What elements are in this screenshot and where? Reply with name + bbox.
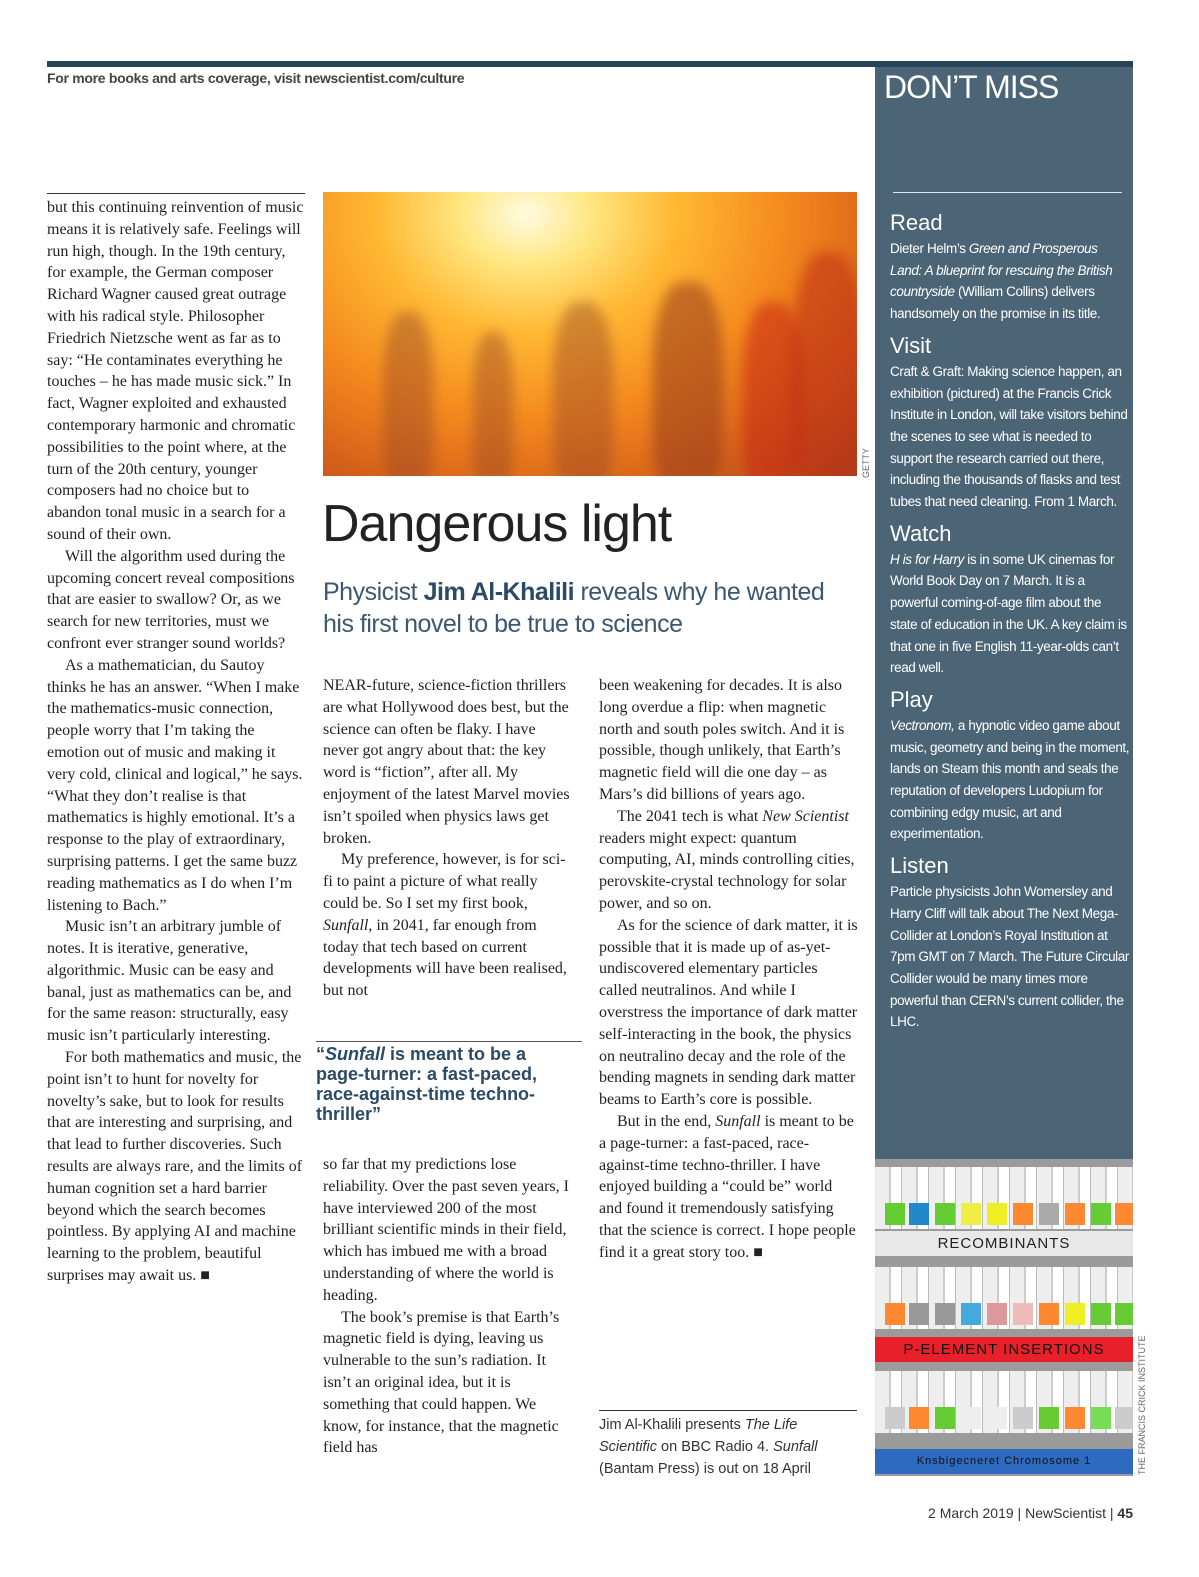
panel-item-text [890,361,1130,513]
paragraph [323,1154,575,1307]
standfirst-text: reveals why he wanted his first novel to be true to science [323,578,825,638]
text-run: (William Collins) delivers handsomely on the promise in its title. [890,284,1101,322]
standfirst [323,576,843,640]
issue-date: 2 March 2019 [928,1505,1014,1521]
page-number: 45 [1117,1505,1133,1521]
text-run: But in the end, [617,1112,716,1130]
quote-mark: “ [316,1044,325,1064]
text-run: is in some UK cinemas for World Book Day on 7 March. It is a powerful coming-of-age film about the state of education in the UK. A key claim is that one in five English 11-year-olds can’t read well. [890,551,1127,676]
lab-photo-test-tubes [875,1159,1133,1476]
left-column-text [47,197,307,1287]
headline: Dangerous light [322,495,672,553]
paragraph [599,915,859,1111]
paragraph [323,849,575,1002]
panel-item-text [890,881,1130,1033]
text-run: a hypnotic video game about music, geometry and being in the moment, lands on Steam this month and seals the reputation of developers Ludopium for combining edgy music, art and experimentation. [890,717,1130,842]
standfirst-text: Physicist [323,578,424,606]
article-photo-blurred-crowd [323,192,857,476]
panel-heading-listen: Listen [890,853,949,879]
text-run: Dieter Helm’s [890,241,969,256]
text-run: (Bantam Press) is out on 18 April [599,1461,811,1477]
pull-quote [316,1044,576,1124]
text-run: readers might expect: quantum computing, AI, minds controlling cities, perovskite-crystal technology for solar power, and so on. [599,829,855,912]
italic-text: H is for Harry [890,551,964,567]
pull-quote-rule [316,1041,582,1042]
text-run: As a mathematician, du Sautoy thinks he has an answer. “When I make the mathematics-music connection, people worry that I’m taking the emotion out of music and making it very cold, clinical and logical,” he says. “What they don’t realise is that mathematics is highly emotional. It’s a response to the play of extraordinary, surprising patterns. I get the same buzz reading mathematics as I do when I’m listening to Bach.” [47,656,303,914]
italic-text: Vectronom, [890,717,955,733]
paragraph [47,1047,307,1287]
text-run: is meant to be a page-turner: a fast-paced, race-against-time techno-thriller. I have enjoyed building a “could be” world and found it tremendously satisfying that the science is correct. I hope people find it a great story too. ■ [599,1112,856,1261]
paragraph [599,806,859,915]
publication-name: NewScientist [1025,1505,1106,1521]
culture-link[interactable]: For more books and arts coverage, visit newscientist.com/culture [47,70,465,86]
dont-miss-panel [875,67,1133,1159]
text-run: so far that my predictions lose reliability. Over the past seven years, I have interviewed 200 of the most brilliant scientific minds in their field, which has imbued me with a broad understanding of where the world is heading. [323,1156,569,1304]
italic-text: Sunfall [715,1112,761,1130]
text-run: My preference, however, is for sci-fi to paint a picture of what really could be. So I set my first book, [323,851,566,912]
label-chromosome: Knsbigecneret Chromosome 1 [875,1449,1133,1474]
tube-shelf [875,1267,1133,1329]
page-footer: 2 March 2019 | NewScientist | 45 [928,1505,1133,1521]
quote-text: is meant to be a page-turner: a fast-paced, race-against-time techno-thriller” [316,1044,538,1124]
text-run: Music isn’t an arbitrary jumble of notes. It is iterative, generative, algorithmic. Music can be easy and banal, just as mathematics can be, and for the same reason: structurally, easy music isn’t particularly interesting. [47,918,292,1045]
panel-heading-watch: Watch [890,520,952,546]
middle-column-top [323,675,575,1002]
paragraph [323,675,575,849]
text-run: Particle physicists John Womersley and Harry Cliff will talk about The Next Mega-Collider at London’s Royal Institution at 7pm GMT on 7 March. The Future Circular Collider would be many times more powerful than CERN’s current collider, the LHC. [890,884,1129,1030]
paragraph [47,655,307,917]
tube-shelf [875,1167,1133,1229]
italic-text: Sunfall [773,1439,818,1455]
text-run: , in 2041, far enough from today that tech based on current developments will have been realised, but not [323,916,567,1000]
panel-items [890,210,1130,1041]
middle-column-bottom [323,1154,575,1459]
author-bio [599,1414,849,1480]
panel-heading-play: Play [890,686,933,712]
panel-heading-visit: Visit [890,332,932,358]
text-run: but this continuing reinvention of music means it is relatively safe. Feelings will run high, though. In the 19th century, for example, the German composer Richard Wagner caused great outrage with his radical style. Philosopher Friedrich Nietzsche went as far as to say: “He contaminates everything he touches – he has made music sick.” In fact, Wagner exploited and exhausted contemporary harmonic and chromatic possibilities to the point where, at the turn of the 20th century, younger composers had no choice but to abandon tonal music in a search for a sound of their own. [47,199,304,543]
paragraph [323,1307,575,1460]
text-run: Jim Al-Khalili presents [599,1417,745,1433]
paragraph [47,197,307,546]
text-run: The 2041 tech is what [617,807,763,825]
author-name: Jim Al-Khalili [423,578,575,606]
italic-text: Sunfall [323,916,369,934]
italic-text: The Life Scientific [599,1417,798,1455]
text-run: NEAR-future, science-fiction thrillers are what Hollywood does best, but the science can often be flaky. I have never got angry about that: the key word is “fiction”, after all. My enjoyment of the latest Marvel movies isn’t spoiled when physics laws get broken. [323,677,570,847]
label-p-element: P-ELEMENT INSERTIONS [875,1337,1133,1362]
label-recombinants: RECOMBINANTS [875,1231,1133,1256]
paragraph [47,546,307,655]
paragraph [47,916,307,1047]
text-run: For both mathematics and music, the point isn’t to hunt for novelty for novelty’s sake, but to look for results that are interesting and surprising, and that lead to further discoveries. Such results are always rare, and the limits of human cognition set a hard barrier beyond which the search becomes pointless. By applying AI and machine learning to the problem, beautiful surprises may await us. ■ [47,1049,303,1285]
text-run: on BBC Radio 4. [657,1439,774,1455]
panel-rule [893,192,1122,193]
quote-title: Sunfall [325,1044,386,1064]
panel-title: DON’T MISS [884,69,1059,105]
text-run: The book’s premise is that Earth’s magnetic field is dying, leaving us vulnerable to the sun’s radiation. It isn’t an original idea, but it is something that could happen. We know, for instance, that the magnetic field has [323,1308,560,1457]
right-column-text [599,675,859,1264]
paragraph [599,675,859,806]
bio-rule [599,1410,857,1411]
italic-text: Green and Prosperous Land: A blueprint for rescuing the British countryside [890,241,1113,300]
sidebar-photo-credit: THE FRANCIS CRICK INSTITUTE [1137,1335,1147,1475]
text-run: been weakening for decades. It is also long overdue a flip: when magnetic north and south poles switch. And it is possible, though unlikely, that Earth’s magnetic field will die one day – as Mars’s did billions of years ago. [599,677,845,803]
panel-item-text [890,549,1130,679]
italic-text: New Scientist [762,807,849,825]
panel-item-text [890,238,1130,325]
text-run: Craft & Graft: Making science happen, an exhibition (pictured) at the Francis Crick Institute in London, will take visitors behind the scenes to see what is needed to support the research carried out there, including the thousands of flasks and test tubes that need cleaning. From 1 March. [890,363,1128,510]
tube-shelf [875,1371,1133,1433]
paragraph [599,1111,859,1264]
text-run: Will the algorithm used during the upcoming concert reveal compositions that are easier to swallow? Or, as we search for new territories, must we confront ever stranger sound worlds? [47,547,295,652]
panel-item-text [890,715,1130,845]
text-run: As for the science of dark matter, it is possible that it is made up of as-yet-undiscovered elementary particles called neutralinos. And while I overstress the importance of dark matter self-interacting in the book, the physics on neutralino decay and the role of the bending magnets in sending dark matter beams to Earth’s core is possible. [599,916,858,1109]
column-rule [47,193,305,194]
photo-credit: GETTY [861,447,871,478]
panel-heading-read: Read [890,210,943,235]
